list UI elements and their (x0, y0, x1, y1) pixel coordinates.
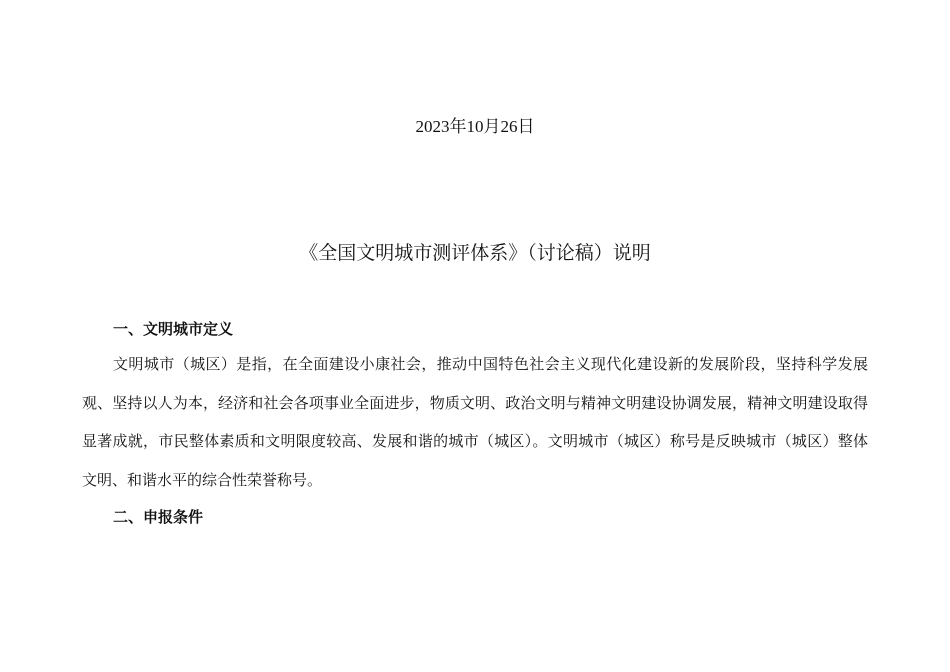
section-heading-definition: 一、文明城市定义 (113, 320, 234, 338)
section-heading-application-conditions: 二、申报条件 (113, 508, 204, 526)
section-paragraph-definition: 文明城市（城区）是指，在全面建设小康社会，推动中国特色社会主义现代化建设新的发展阶段，坚持科学发展观、坚持以人为本，经济和社会各项事业全面进步，物质文明、政治文明与精神文明建设协调发展，精神文明建设取得显著成就，市民整体素质和文明限度较高、发展和谐的城市（城区）。文明城市（城区）称号是反映城市（城区）整体文明、和谐水平的综合性荣誉称号。 (82, 355, 868, 489)
document-title: 《全国文明城市测评体系》（讨论稿）说明 (299, 242, 651, 264)
document-body (82, 317, 868, 529)
document-date: 2023年10月26日 (415, 117, 535, 136)
